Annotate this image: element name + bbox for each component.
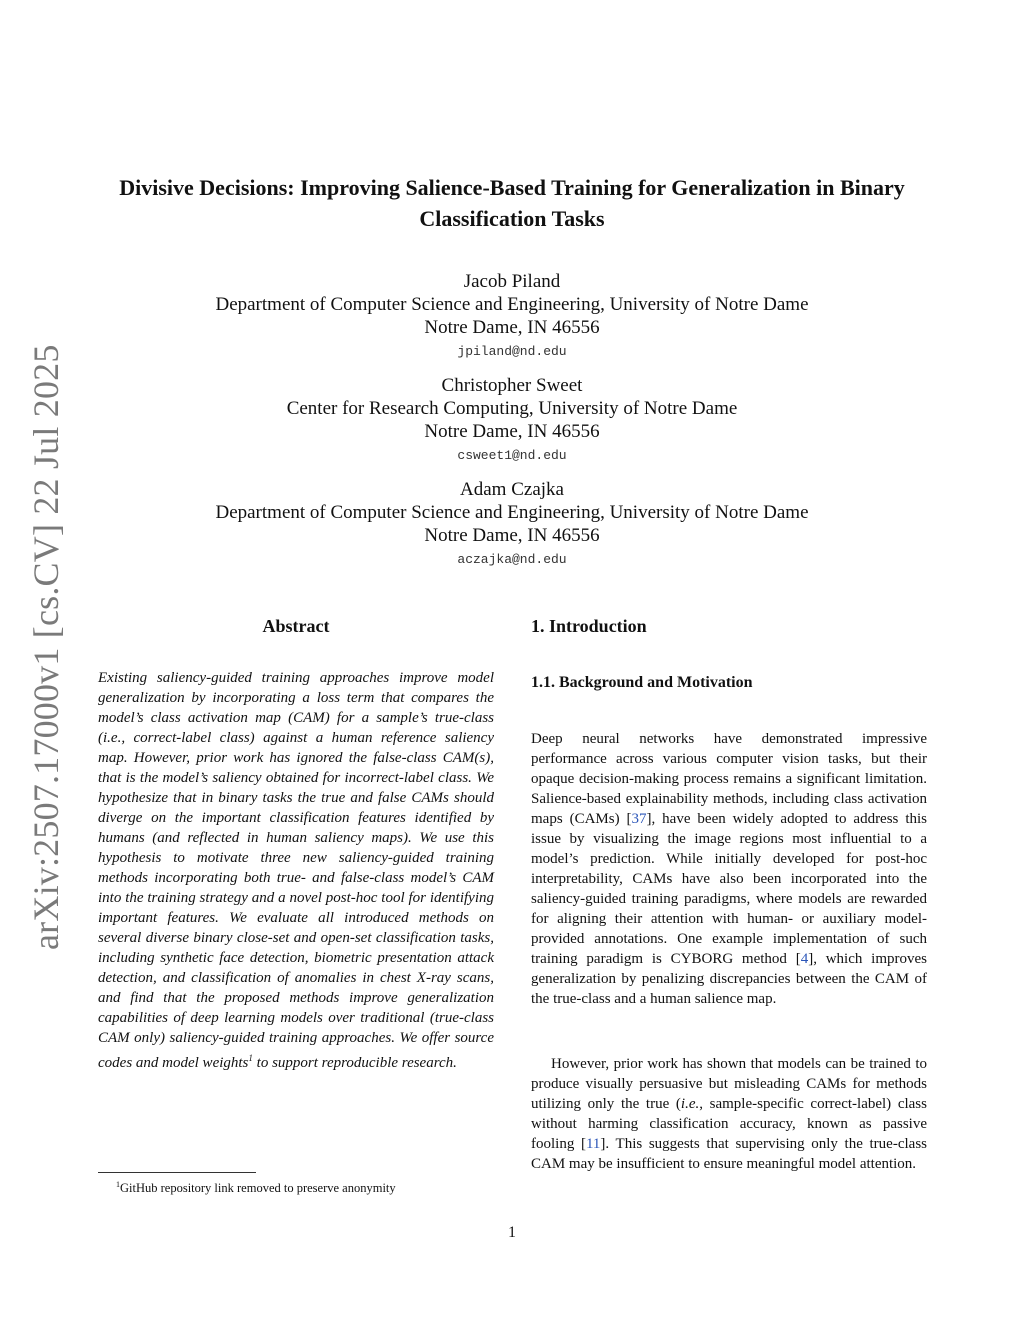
abstract-heading: Abstract: [262, 616, 330, 636]
paper-title: Divisive Decisions: Improving Salience-Based Training for Generalization in Binary Classification Tasks: [119, 175, 905, 231]
author-email: aczajka@nd.edu: [457, 552, 567, 567]
arxiv-stamp: arXiv:2507.17000v1 [cs.CV] 22 Jul 2025: [26, 344, 66, 950]
section-heading-introduction: 1. Introduction: [531, 616, 647, 636]
author-affiliation: Department of Computer Science and Engineering, University of Notre Dame: [215, 502, 809, 523]
author-block: [140, 374, 884, 469]
author-email: csweet1@nd.edu: [457, 448, 567, 463]
author-name: Jacob Piland: [463, 271, 561, 292]
footnote-mark[interactable]: 1: [248, 1053, 253, 1063]
abstract-text: [98, 668, 494, 1073]
author-email: jpiland@nd.edu: [457, 344, 567, 359]
abstract-body: Existing saliency-guided training approaches improve model generalization by incorporating a loss term that compares the model’s class activation map (CAM) for a sample’s true-class (i.e., correct-label class) against a human reference saliency map. However, prior work has ignored the false-class CAM(s), that is the model’s saliency obtained for incorrect-label class. We hypothesize that in binary tasks the true and false CAMs should diverge on the important classification features identified by humans (and reflected in human saliency maps). We use this hypothesis to motivate three new saliency-guided training methods incorporating both true- and false-class model’s CAM into the training strategy and a novel post-hoc tool for identifying important features. We evaluate all introduced methods on several diverse binary close-set and open-set classification tasks, including synthetic face detection, biometric presentation attack detection, and classification of anomalies in chest X-ray scans, and find that the proposed methods improve generalization capabilities of deep learning models over traditional (true-class CAM only) saliency-guided training approaches. We offer source codes and model weights: [98, 670, 494, 1071]
author-city: Notre Dame, IN 46556: [424, 317, 600, 338]
author-city: Notre Dame, IN 46556: [424, 525, 600, 546]
footnote-text: GitHub repository link removed to preserve anonymity: [120, 1181, 396, 1196]
citation-link[interactable]: 37: [631, 811, 647, 827]
paragraph-text-italic: i.e.: [680, 1096, 700, 1112]
author-name: Adam Czajka: [460, 479, 564, 500]
author-affiliation: Center for Research Computing, University of Notre Dame: [286, 398, 738, 419]
paragraph-text: ], have been widely adopted to address this issue by visualizing the image regions most influential to a model’s prediction. While initially developed for post-hoc interpretability, CAMs have also been incorporated into the saliency-guided training paradigms, where models are rewarded for aligning their attention with human- or auxiliary model-provided annotations. One example implementation of such training paradigm is CYBORG method [: [531, 811, 927, 967]
abstract-body-end: to support reproducible research.: [252, 1055, 457, 1071]
author-block: [140, 478, 884, 573]
author-affiliation: Department of Computer Science and Engineering, University of Notre Dame: [215, 294, 809, 315]
footnote: [98, 1176, 494, 1197]
subsection-heading: 1.1. Background and Motivation: [531, 674, 753, 691]
intro-paragraph: [531, 1054, 927, 1174]
citation-link[interactable]: 4: [800, 951, 809, 967]
paragraph-text: ], which improves generalization by penalizing discrepancies between the CAM of the true-class and a human salience map.: [531, 951, 927, 1007]
page-number: 1: [508, 1224, 516, 1241]
footnote-number: 1: [116, 1180, 120, 1189]
intro-paragraph: [531, 729, 927, 1009]
author-block: [140, 270, 884, 365]
paragraph-text: , sample-specific correct-label) class without harming classification accuracy, known as passive fooling [: [531, 1096, 927, 1152]
author-name: Christopher Sweet: [441, 375, 583, 396]
footnote-divider: [98, 1172, 256, 1173]
citation-link[interactable]: 11: [585, 1136, 601, 1152]
author-city: Notre Dame, IN 46556: [424, 421, 600, 442]
paragraph-text: Deep neural networks have demonstrated impressive performance across various computer vision tasks, but their opaque decision-making process remains a significant limitation. Salience-based explainability methods, including class activation maps (CAMs) [: [531, 731, 927, 827]
paragraph-text: However, prior work has shown that models can be trained to produce visually persuasive but misleading CAMs for methods utilizing only the true (: [531, 1056, 927, 1112]
paragraph-text: ]. This suggests that supervising only the true-class CAM may be insufficient to ensure meaningful model attention.: [531, 1136, 927, 1172]
